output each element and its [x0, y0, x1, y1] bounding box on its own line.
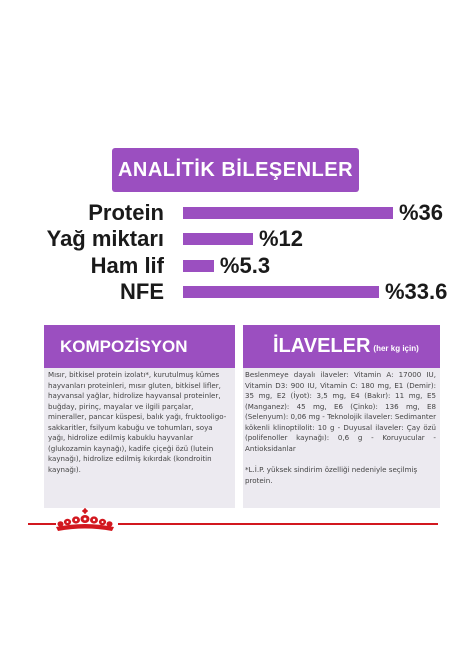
nutrient-bar [183, 233, 253, 245]
additives-title-text: İLAVELER [273, 335, 371, 357]
additives-text: Beslenmeye dayalı ilaveler: Vitamin A: 17000 IU, Vitamin D3: 900 IU, Vitamin C: 180 mg, E1 (Demir): 35 mg, E2 (İyot): 3,5 mg, E4 (Bakır): 11 mg, E5 (Manganez): 45 mg, E6 (Çinko): 136 mg, E8 (Selenyum): 0,06 mg - Teknolojik ilaveler: Sedimanter kökenli klinoptilolit: 10 g - Duyusal ilaveler: Çay özü (polifenoller kaynağı): 0,6 g - Koruyucular - Antioksidanlar [245, 370, 436, 453]
nutrient-row-protein [0, 200, 476, 226]
royal-canin-crown-logo [52, 507, 118, 533]
composition-text: Mısır, bitkisel protein izolatı*, kurutulmuş kümes hayvanları proteinleri, mısır gluten, bitkisel lifler, hayvansal yağlar, hidrolize hayvansal proteinler, buğday, pirinç, mayalar ve ilgili parçalar, mineraller, pancar küspesi, balık yağı, fruktooligo-sakkaritler, fsilyum kabuğu ve tohumları, soya yağı, hidrolize edilmiş kabuklu hayvanlar (glukozamin kaynağı), kadife çiçeği özü (lutein kaynağı), hidrolize edilmiş kıkırdak (kondroitin kaynağı). [48, 370, 227, 474]
nutrient-label: Ham lif [90, 253, 164, 278]
nutrient-value: %33.6 [385, 279, 448, 304]
nutrient-label: Protein [88, 200, 164, 225]
additives-title [243, 325, 440, 368]
nutrient-bar [183, 207, 393, 219]
nutrient-label: Yağ miktarı [46, 226, 164, 251]
nutrient-row-fat [0, 226, 476, 252]
additives-body [243, 370, 440, 486]
composition-title-text: KOMPOZİSYON [60, 336, 188, 356]
additives-subtitle: (her kg için) [373, 343, 419, 353]
nutrient-value: %12 [259, 226, 304, 251]
nutrient-row-fiber [0, 253, 476, 279]
analysis-title: ANALİTİK BİLEŞENLER [112, 148, 359, 192]
nutrient-label: NFE [120, 279, 164, 304]
nutrient-bar [183, 260, 214, 272]
footer-rule-right [118, 523, 438, 525]
additives-footnote: *L.İ.P. yüksek sindirim özelliği nedeniyle seçilmiş protein. [245, 465, 418, 485]
composition-title [44, 325, 235, 368]
nutrient-value: %36 [399, 200, 444, 225]
nutrient-value: %5.3 [219, 253, 271, 278]
nutrient-bar [183, 286, 379, 298]
nutrient-row-nfe [0, 279, 476, 305]
additives-panel [243, 328, 440, 508]
composition-panel [44, 328, 235, 508]
